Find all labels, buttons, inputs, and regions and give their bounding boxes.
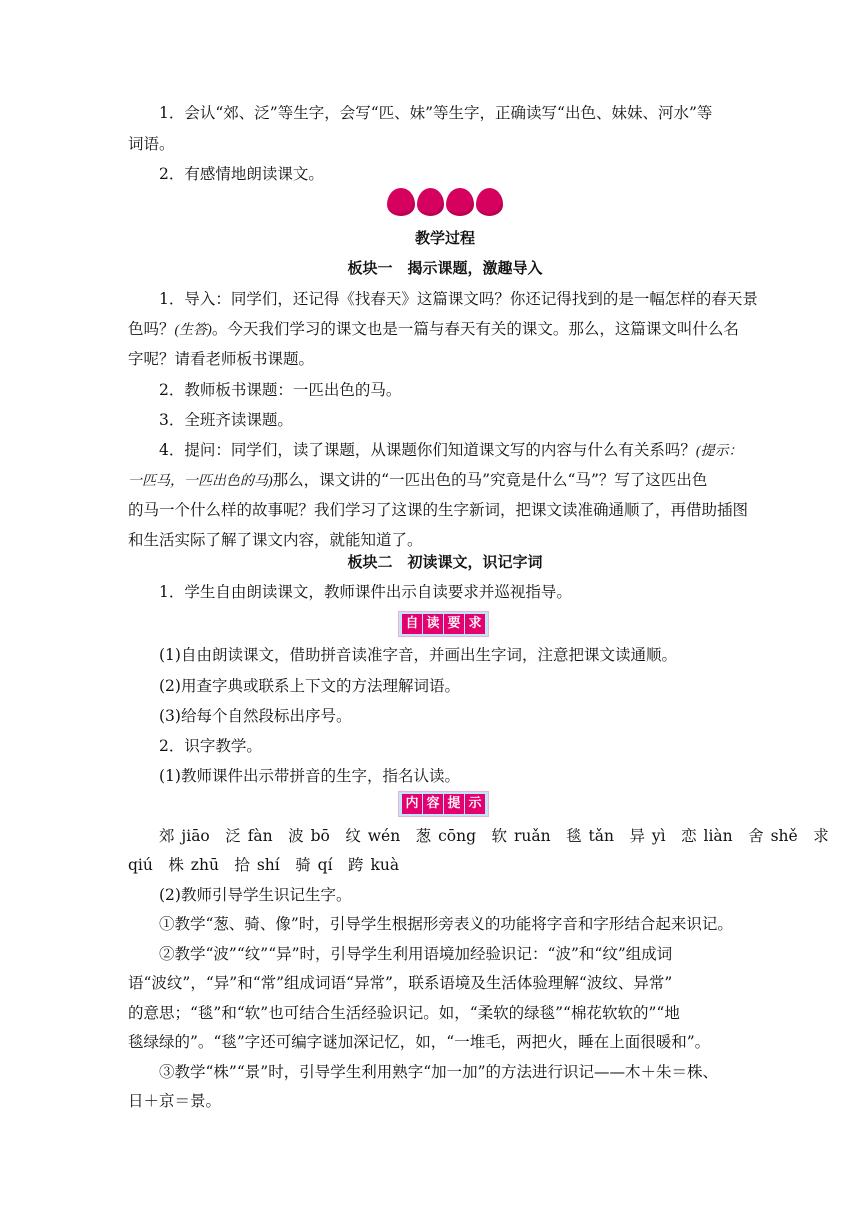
requirement-1: (1)自由朗读课文，借助拼音读准字音，并画出生字词，注意把课文读通顺。: [159, 646, 677, 664]
block-1-paragraph-4-line-3: 的马一个什么样的故事呢？我们学习了这课的生字新词，把课文读准确通顺了，再借助插图: [128, 501, 749, 519]
text-span: 色吗？: [128, 320, 175, 338]
pinyin-list-line-2: qiú 株 zhū 拾 shí 骑 qí 跨 kuà: [128, 856, 400, 874]
block-2-title: 板块二 初读课文，识记字词: [347, 553, 543, 571]
self-reading-requirements-tag: [398, 611, 489, 637]
text-span: 。今天我们学习的课文也是一篇与春天有关的课文。那么，这篇课文叫什么名: [211, 320, 739, 338]
petal-icon: [446, 188, 474, 216]
block-2-paragraph-1: 1．学生自由朗读课文，教师课件出示自读要求并巡视指导。: [159, 583, 572, 601]
method-2-line-1: ②教学“波”“纹”“异”时，引导学生利用语境加经验识记：“波”和“纹”组成词: [159, 945, 673, 963]
tag-char: 容: [423, 794, 443, 814]
block-1-paragraph-1-line-3: 字呢？请看老师板书课题。: [128, 350, 315, 368]
annotation-note: (生答): [174, 323, 212, 338]
block-1-paragraph-3: 3．全班齐读课题。: [159, 411, 293, 429]
block-1-title: 板块一 揭示课题，激趣导入: [347, 259, 543, 277]
method-2-line-4: 毯绿绿的”。“毯”字还可编字谜加深记忆，如，“一堆毛，两把火，睡在上面很暖和”。: [128, 1033, 711, 1051]
block-1-paragraph-4-line-1: [159, 440, 743, 462]
block-1-paragraph-1-line-2: [128, 319, 739, 341]
petal-icon: [387, 188, 415, 216]
method-3-line-2: 日＋京＝景。: [128, 1092, 222, 1110]
method-2-line-2: 语“波纹”，“异”和“常”组成词语“异常”，联系语境及生活体验理解“波纹、异常”: [128, 974, 673, 992]
objective-1-line-1: 1．会认“郊、泛”等生字，会写“匹、妹”等生字，正确读写“出色、妹妹、河水”等: [159, 104, 713, 122]
tag-char: 内: [402, 794, 422, 814]
block-1-paragraph-1-line-1: 1．导入：同学们，还记得《找春天》这篇课文吗？你还记得找到的是一幅怎样的春天景: [159, 290, 758, 308]
block-1-paragraph-2: 2．教师板书课题：一匹出色的马。: [159, 381, 402, 399]
step-1: (1)教师课件出示带拼音的生字，指名认读。: [159, 767, 460, 785]
text-span: 4．提问：同学们，读了课题，从课题你们知道课文写的内容与什么有关系吗？: [159, 441, 696, 459]
method-1: ①教学“葱、骑、像”时，引导学生根据形旁表义的功能将字音和字形结合起来识记。: [159, 915, 733, 933]
block-2-paragraph-2: 2．识字教学。: [159, 737, 262, 755]
method-2-line-3: 的意思；“毯”和“软”也可结合生活经验识记。如，“柔软的绿毯”“棉花软软的”“地: [128, 1004, 680, 1022]
tag-char: 示: [465, 794, 485, 814]
tag-char: 提: [444, 794, 464, 814]
method-3-line-1: ③教学“株”“景”时，引导学生利用熟字“加一加”的方法进行识记——木＋朱＝株、: [159, 1063, 719, 1081]
tag-char: 读: [423, 614, 443, 634]
flower-ornament-icon: [387, 188, 503, 220]
tag-char: 自: [402, 614, 422, 634]
text-span: 那么，课文讲的“一匹出色的马”究竟是什么“马”？写了这匹出色: [272, 471, 708, 489]
annotation-note: 一匹马，一匹出色的马): [128, 474, 273, 489]
block-1-paragraph-4-line-4: 和生活实际了解了课文内容，就能知道了。: [128, 531, 423, 549]
step-2: (2)教师引导学生识记生字。: [159, 886, 352, 904]
block-1-paragraph-4-line-2: [128, 470, 730, 492]
objective-2: 2．有感情地朗读课文。: [159, 165, 324, 183]
section-title: 教学过程: [414, 229, 475, 247]
requirement-2: (2)用查字典或联系上下文的方法理解词语。: [159, 677, 460, 695]
pinyin-list-line-1: 郊 jiāo 泛 fàn 波 bō 纹 wén 葱 cōng 软 ruǎn 毯 tǎn 异 yì 恋 liàn 舍 shě 求: [159, 827, 829, 845]
requirement-3: (3)给每个自然段标出序号。: [159, 707, 352, 725]
objective-1-line-2: 词语。: [128, 135, 175, 153]
content-hints-tag: [398, 791, 489, 817]
petal-icon: [417, 188, 445, 216]
tag-char: 要: [444, 614, 464, 634]
tag-char: 求: [465, 614, 485, 634]
petal-icon: [476, 188, 504, 216]
annotation-note: (提示：: [695, 444, 743, 459]
